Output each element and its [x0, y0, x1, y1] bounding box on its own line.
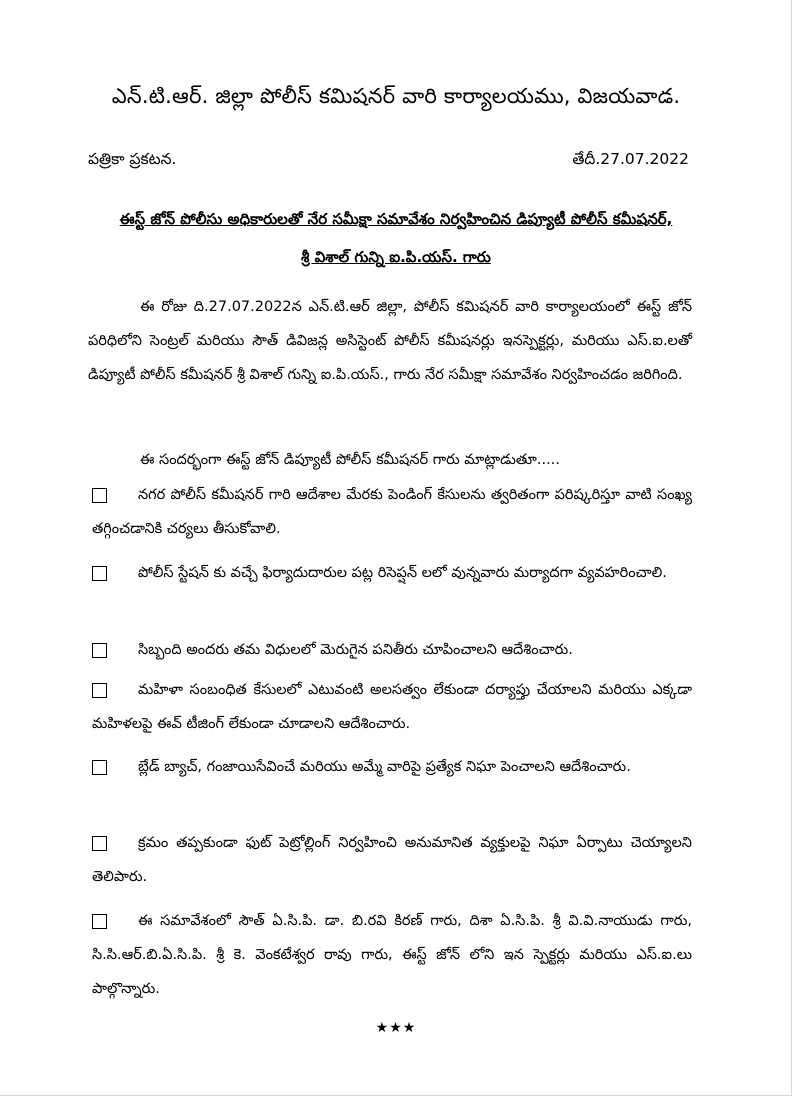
- document-title: [60, 200, 732, 276]
- title-line-2: శ్రీ విశాల్ గున్ని ఐ.పి.యస్. గారు: [301, 248, 491, 266]
- list-item-text: సిబ్బంది అందరు తమ విధులలో మెరుగైన పనితీరు చూపించాలని ఆదేశించారు.: [138, 642, 573, 658]
- checkbox-icon: [92, 683, 107, 698]
- release-date: తేదీ.27.07.2022: [572, 150, 689, 168]
- list-item-text: మహిళా సంబంధిత కేసులలో ఎటువంటి అలసత్వం లేకుండా దర్యాప్తు చేయాలని మరియు ఎక్కడా మహిళలపై ఈవ్ టీజింగ్ లేకుండా చూడాలని ఆదేశించారు.: [92, 682, 692, 732]
- list-item-text: ఈ సమావేశంలో సౌత్ ఏ.సి.పి. డా. బి.రవి కిరణ్ గారు, దిశా ఏ.సి.పి. శ్రీ వి.వి.నాయుడు గారు, సి.సి.ఆర్.బి.ఏ.సి.పి. శ్రీ కె. వెంకటేశ్వర రావు గారు, ఈస్ట్ జోన్ లోని ఇన స్పెక్టర్లు మరియు ఎస్.ఐ.లు పాల్గొన్నారు.: [92, 913, 692, 997]
- lead-paragraph: ఈ సందర్భంగా ఈస్ట్ జోన్ డిప్యూటీ పోలీస్ కమీషనర్ గారు మాట్లాడుతూ.....: [140, 452, 560, 468]
- checkbox-icon: [92, 566, 107, 581]
- list-item-text: బ్లేడ్ బ్యాచ్, గంజాయిసేవించే మరియు అమ్మే వారిపై ప్రత్యేక నిఘా పెంచాలని ఆదేశించారు.: [138, 759, 631, 775]
- list-item: [92, 750, 692, 784]
- checkbox-icon: [92, 643, 107, 658]
- list-item: [92, 556, 692, 590]
- list-item-text: నగర పోలీస్ కమీషనర్ గారి ఆదేశాల మేరకు పెండింగ్ కేసులను త్వరితంగా పరిష్కరిస్తూ వాటి సంఖ్య తగ్గించడానికి చర్యలు తీసుకోవాలి.: [92, 487, 692, 537]
- checkbox-icon: [92, 836, 107, 851]
- checkbox-icon: [92, 488, 107, 503]
- checkbox-icon: [92, 760, 107, 775]
- title-line-1: ఈస్ట్ జోన్ పోలీసు అధికారులతో నేర సమీక్షా సమావేశం నిర్వహించిన డిప్యూటీ పోలీస్ కమీషనర్,: [119, 210, 673, 228]
- checkbox-icon: [92, 914, 107, 929]
- press-release-label: పత్రికా ప్రకటన.: [88, 150, 177, 168]
- list-item-text: క్రమం తప్పకుండా ఫుట్ పెట్రోల్లింగ్ నిర్వహించి అనుమానిత వ్యక్తులపై నిఘా ఏర్పాటు చెయ్యాలని తెలిపారు.: [92, 835, 692, 885]
- list-item-text: పోలీస్ స్టేషన్ కు వచ్చే ఫిర్యాదుదారుల పట్ల రిసెప్షన్ లలో వున్నవారు మర్యాదగా వ్యవహరించాలి.: [138, 565, 667, 581]
- list-item: [92, 633, 692, 667]
- list-item: [92, 826, 692, 894]
- list-item: [92, 904, 692, 1006]
- intro-paragraph: ఈ రోజు ది.27.07.2022న ఎన్.టి.ఆర్ జిల్లా, పోలీస్ కమిషనర్ వారి కార్యాలయంలో ఈస్ట్ జోన్ పరిధిలోని సెంట్రల్ మరియు సౌత్ డివిజన్ల అసిస్టెంట్ పోలీస్ కమీషనర్లు ఇనస్పెక్టర్లు, మరియు ఎస్.ఐ.లతో డిప్యూటీ పోలీస్ కమీషనర్ శ్రీ విశాల్ గున్ని ఐ.పి.యస్., గారు నేర సమీక్షా సమావేశం నిర్వహించడం జరిగింది.: [88, 299, 692, 383]
- list-item: [92, 673, 692, 741]
- list-item: [92, 478, 692, 546]
- office-title: ఎన్.టి.ఆర్. జిల్లా పోలీస్ కమిషనర్ వారి కార్యాలయము, విజయవాడ.: [111, 84, 681, 108]
- end-stars: ★★★: [375, 1020, 417, 1036]
